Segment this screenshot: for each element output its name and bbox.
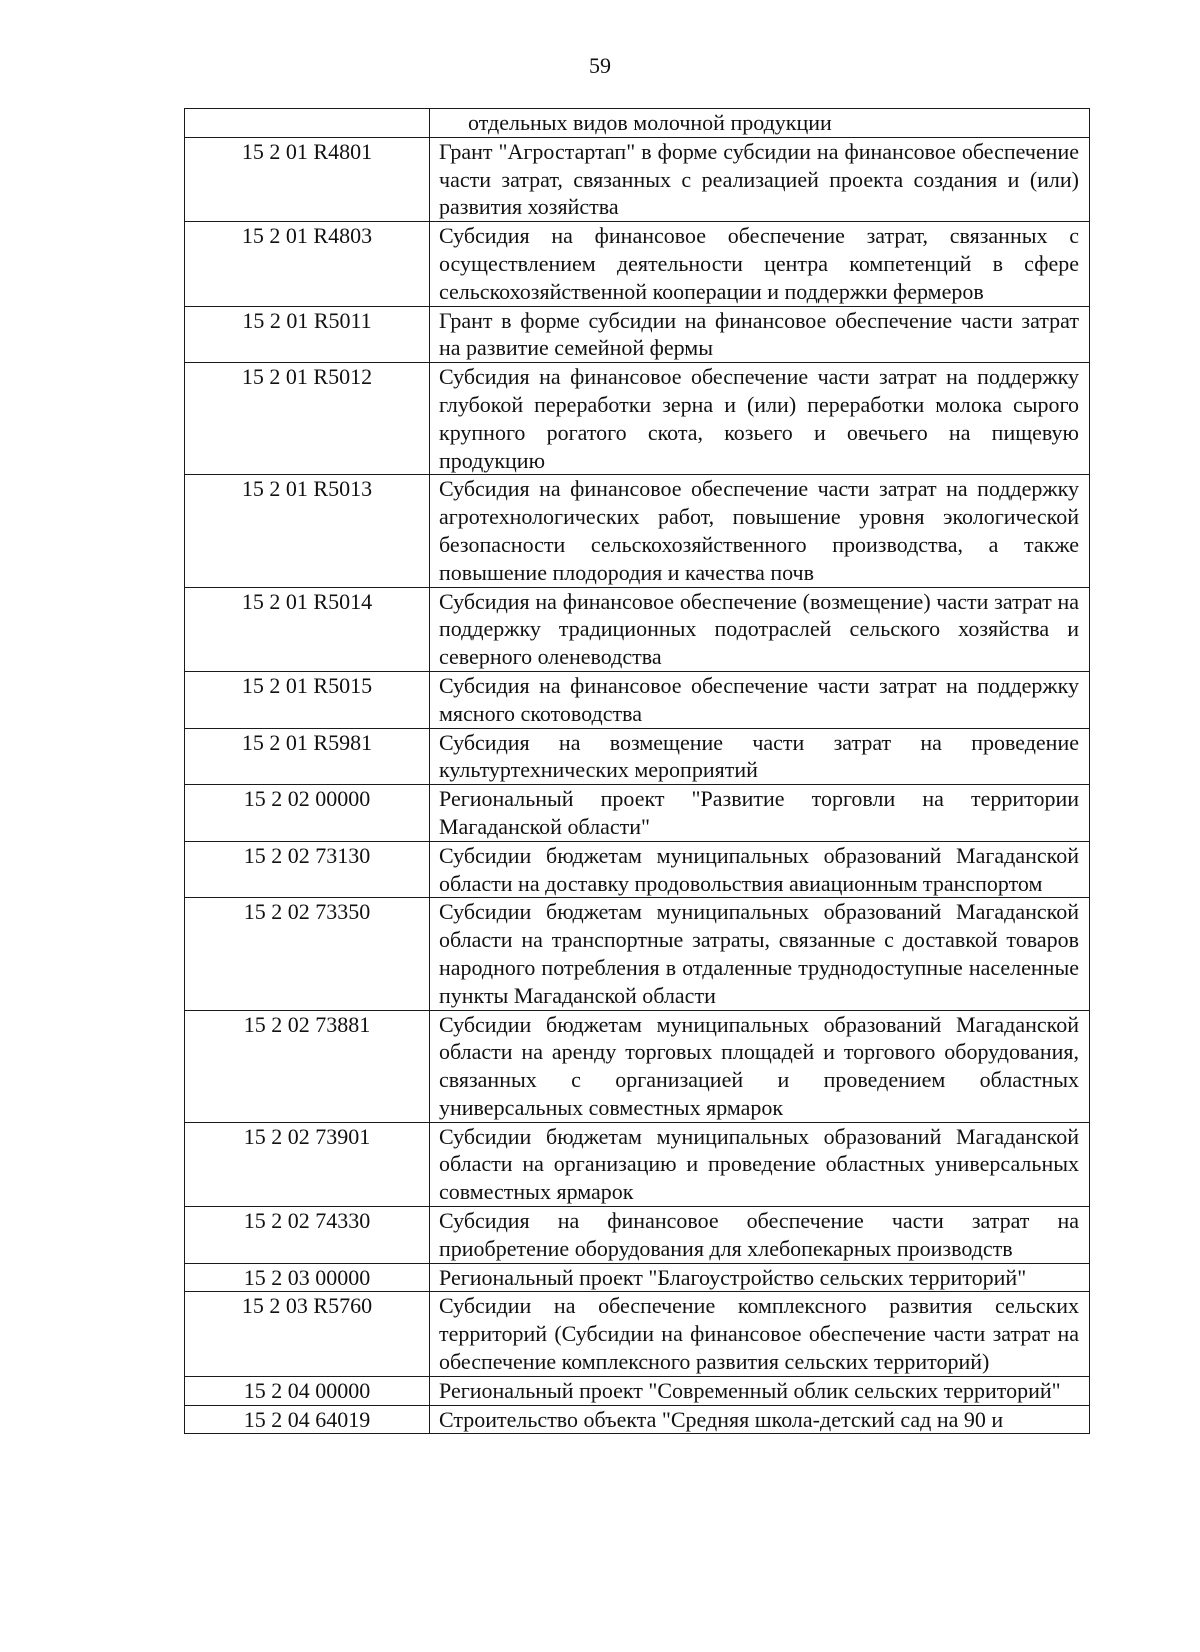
description-cell: Субсидия на финансовое обеспечение части затрат на приобретение оборудования для хлебопекарных производств xyxy=(430,1207,1090,1264)
code-cell: 15 2 01 R5015 xyxy=(185,671,430,728)
code-cell: 15 2 04 00000 xyxy=(185,1376,430,1405)
description-cell: Субсидия на финансовое обеспечение части затрат на поддержку глубокой переработки зерна и (или) переработки молока сырого крупного рогатого скота, козьего и овечьего на пищевую продукцию xyxy=(430,363,1090,475)
description-cell: Субсидии бюджетам муниципальных образований Магаданской области на организацию и проведение областных универсальных совместных ярмарок xyxy=(430,1122,1090,1206)
description-cell: Региональный проект "Современный облик сельских территорий" xyxy=(430,1376,1090,1405)
description-cell: Грант в форме субсидии на финансовое обеспечение части затрат на развитие семейной фермы xyxy=(430,306,1090,363)
code-cell: 15 2 01 R5013 xyxy=(185,475,430,587)
table-row xyxy=(185,306,1090,363)
table-row xyxy=(185,587,1090,671)
code-cell: 15 2 02 74330 xyxy=(185,1207,430,1264)
code-cell: 15 2 01 R5981 xyxy=(185,728,430,785)
table-row xyxy=(185,671,1090,728)
budget-classification-table xyxy=(184,108,1090,1434)
code-cell: 15 2 01 R5011 xyxy=(185,306,430,363)
table-row xyxy=(185,785,1090,842)
code-cell: 15 2 02 73350 xyxy=(185,898,430,1010)
description-cell: Субсидия на возмещение части затрат на проведение культуртехнических мероприятий xyxy=(430,728,1090,785)
table-row xyxy=(185,728,1090,785)
code-cell: 15 2 04 64019 xyxy=(185,1405,430,1434)
table-row xyxy=(185,1263,1090,1292)
description-cell: Строительство объекта "Средняя школа-детский сад на 90 и xyxy=(430,1405,1090,1434)
description-cell: Субсидии на обеспечение комплексного развития сельских территорий (Субсидии на финансовое обеспечение части затрат на обеспечение комплексного развития сельских территорий) xyxy=(430,1292,1090,1376)
code-cell: 15 2 01 R4803 xyxy=(185,222,430,306)
description-cell: Субсидия на финансовое обеспечение части затрат на поддержку мясного скотоводства xyxy=(430,671,1090,728)
table-row xyxy=(185,1207,1090,1264)
description-cell: Субсидии бюджетам муниципальных образований Магаданской области на транспортные затраты, связанные с доставкой товаров народного потребления в отдаленные труднодоступные населенные пункты Магаданской области xyxy=(430,898,1090,1010)
code-cell: 15 2 01 R4801 xyxy=(185,137,430,221)
table-row xyxy=(185,475,1090,587)
description-cell: Региональный проект "Благоустройство сельских территорий" xyxy=(430,1263,1090,1292)
table-row xyxy=(185,363,1090,475)
table-row xyxy=(185,1292,1090,1376)
description-cell: Субсидии бюджетам муниципальных образований Магаданской области на доставку продовольствия авиационным транспортом xyxy=(430,841,1090,898)
description-cell: Субсидии бюджетам муниципальных образований Магаданской области на аренду торговых площадей и торгового оборудования, связанных с организацией и проведением областных универсальных совместных ярмарок xyxy=(430,1010,1090,1122)
table-row xyxy=(185,1376,1090,1405)
code-cell: 15 2 02 73130 xyxy=(185,841,430,898)
code-cell: 15 2 03 R5760 xyxy=(185,1292,430,1376)
page-number: 59 xyxy=(589,53,611,78)
code-cell: 15 2 02 73901 xyxy=(185,1122,430,1206)
table-row xyxy=(185,109,1090,138)
description-cell: отдельных видов молочной продукции xyxy=(430,109,1090,138)
description-cell: Грант "Агростартап" в форме субсидии на финансовое обеспечение части затрат, связанных с реализацией проекта создания и (или) развития хозяйства xyxy=(430,137,1090,221)
code-cell: 15 2 01 R5014 xyxy=(185,587,430,671)
code-cell: 15 2 02 73881 xyxy=(185,1010,430,1122)
description-cell: Субсидия на финансовое обеспечение части затрат на поддержку агротехнологических работ, повышение уровня экологической безопасности сельскохозяйственного производства, а также повышение плодородия и качества почв xyxy=(430,475,1090,587)
description-cell: Субсидия на финансовое обеспечение затрат, связанных с осуществлением деятельности центра компетенций в сфере сельскохозяйственной кооперации и поддержки фермеров xyxy=(430,222,1090,306)
code-cell: 15 2 02 00000 xyxy=(185,785,430,842)
table-row xyxy=(185,1122,1090,1206)
table-row xyxy=(185,222,1090,306)
table-row xyxy=(185,841,1090,898)
description-cell: Региональный проект "Развитие торговли на территории Магаданской области" xyxy=(430,785,1090,842)
code-cell: 15 2 03 00000 xyxy=(185,1263,430,1292)
table-row xyxy=(185,1405,1090,1434)
code-cell xyxy=(185,109,430,138)
table-row xyxy=(185,137,1090,221)
table-row xyxy=(185,898,1090,1010)
table-row xyxy=(185,1010,1090,1122)
description-cell: Субсидия на финансовое обеспечение (возмещение) части затрат на поддержку традиционных подотраслей сельского хозяйства и северного оленеводства xyxy=(430,587,1090,671)
code-cell: 15 2 01 R5012 xyxy=(185,363,430,475)
